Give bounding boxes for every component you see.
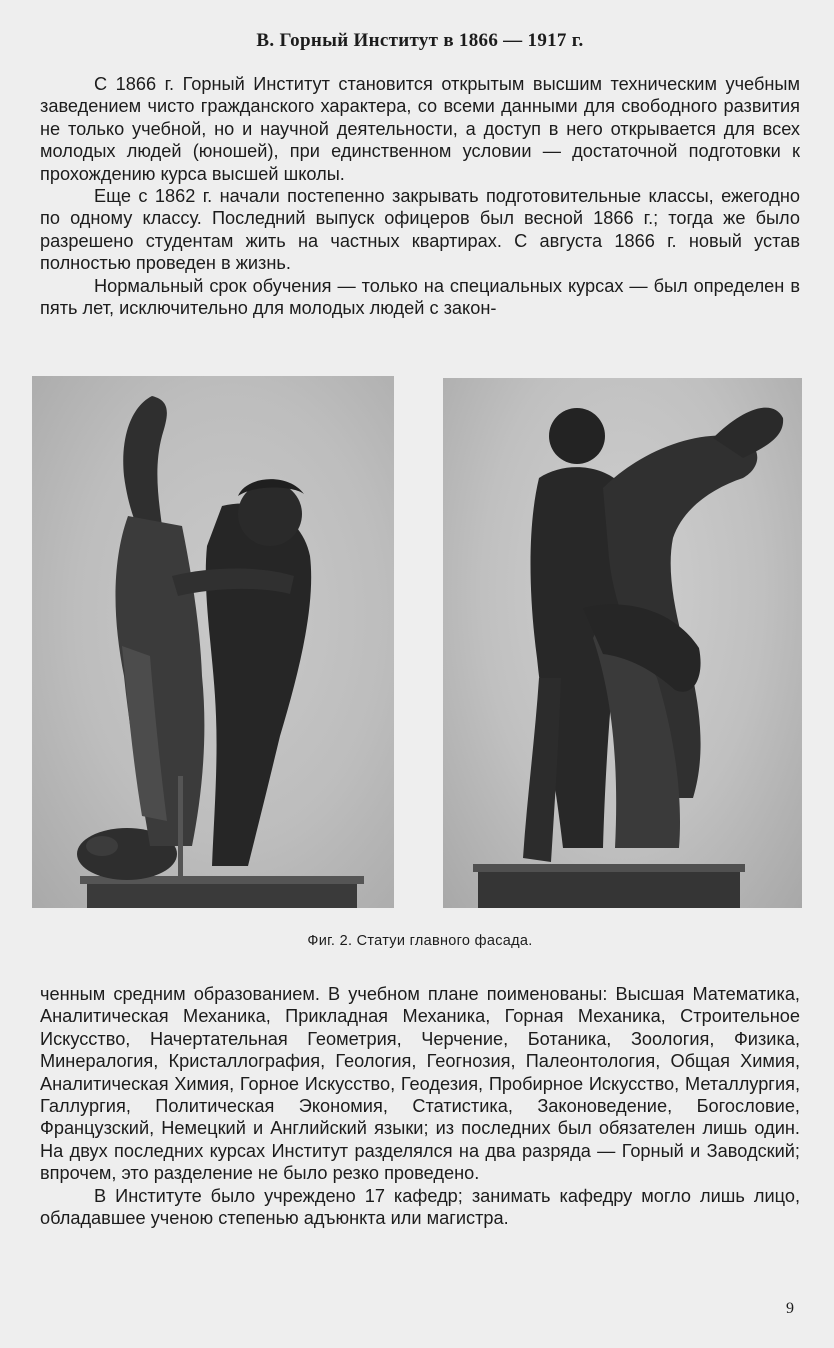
page-number: 9 xyxy=(786,1300,794,1317)
bottom-text-block xyxy=(40,983,800,1229)
paragraph: Еще с 1862 г. начали постепенно закрывать подготовительные классы, ежегодно по одному классу. Последний выпуск офицеров был весной 1866 г.; тогда же было разрешено студентам жить на частных квартирах. С августа 1866 г. новый устав полностью проведен в жизнь. xyxy=(40,186,800,274)
statue-right-illustration xyxy=(443,378,802,908)
statue-photo-left xyxy=(32,376,394,908)
section-heading: В. Горный Институт в 1866 — 1917 г. xyxy=(256,30,584,51)
paragraph: В Институте было учреждено 17 кафедр; занимать кафедру могло лишь лицо, обладавшее ученою степенью адъюнкта или магистра. xyxy=(40,1185,800,1229)
statue-photo-right xyxy=(443,378,802,908)
statue-left-illustration xyxy=(32,376,394,908)
paragraph: С 1866 г. Горный Институт становится открытым высшим техническим учебным заведением чисто гражданского характера, со всеми данными для свободного развития не только учебной, но и научной деятельности, а доступ в него открывается для всех молодых людей (юношей), при единственном условии — достаточной подготовки к прохождению курса высшей школы. xyxy=(40,74,800,184)
paragraph: Нормальный срок обучения — только на специальных курсах — был определен в пять лет, исключительно для молодых людей с закон- xyxy=(40,275,800,319)
top-text-block xyxy=(40,73,800,319)
figure-caption: Фиг. 2. Статуи главного фасада. xyxy=(307,933,533,949)
paragraph: ченным средним образованием. В учебном плане поименованы: Высшая Математика, Аналитическая Механика, Прикладная Механика, Горная Механика, Строительное Искусство, Начертательная Геометрия, Черчение, Ботаника, Зоология, Физика, Минералогия, Кристаллография, Геология, Геогнозия, Палеонтология, Общая Химия, Аналитическая Химия, Горное Искусство, Геодезия, Пробирное Искусство, Металлургия, Галлургия, Политическая Экономия, Статистика, Законоведение, Богословие, Французский, Немецкий и Английский языки; из последних был обязателен лишь один. На двух последних курсах Институт разделялся на два разряда — Горный и Заводский; впрочем, это разделение не было резко проведено. xyxy=(40,984,800,1184)
